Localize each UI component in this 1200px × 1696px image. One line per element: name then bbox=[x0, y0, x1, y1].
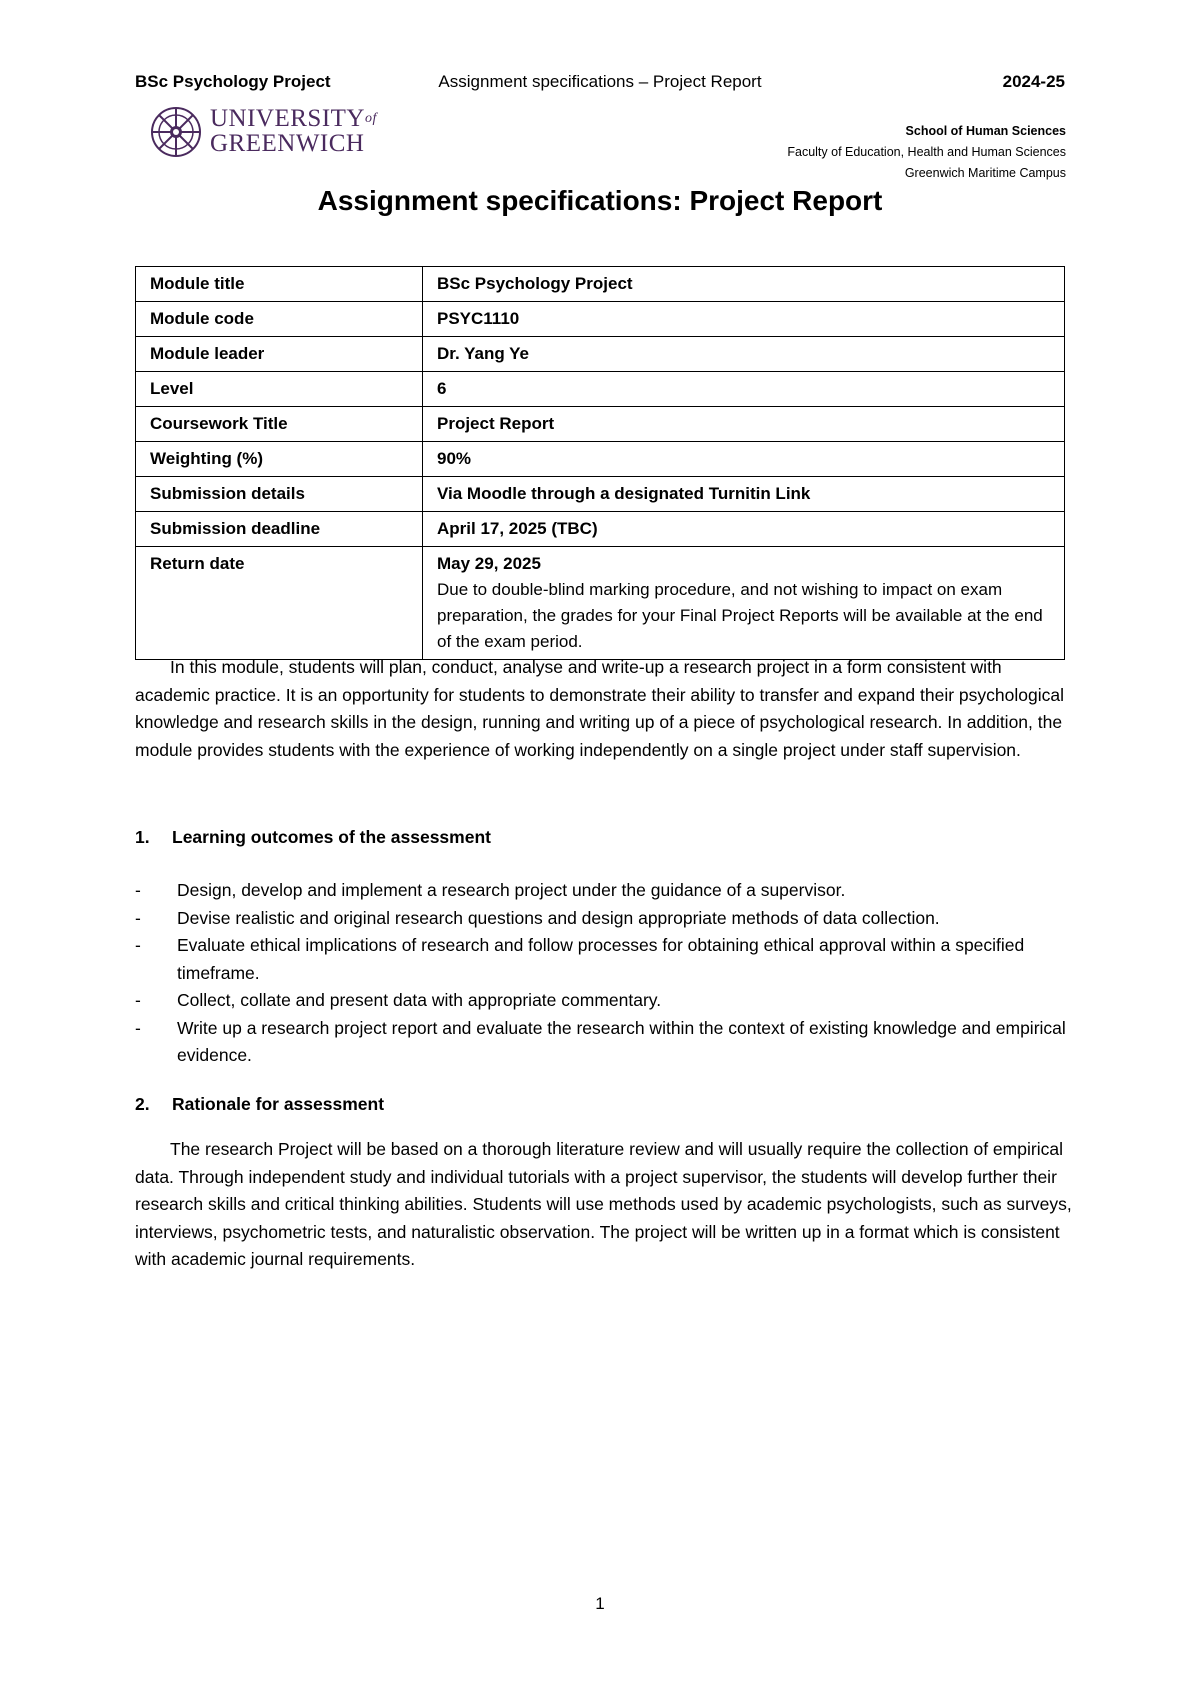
row-label: Coursework Title bbox=[136, 407, 423, 442]
rationale-paragraph: The research Project will be based on a thorough literature review and will usually require the collection of empirical data. Through independent study and individual tutorials with a project supervisor, the students will develop further their research skills and critical thinking abilities. Students will use methods used by academic psychologists, such as surveys, interviews, psychometric tests, and naturalistic observation. The project will be written up in a format which is consistent with academic journal requirements. bbox=[135, 1139, 1072, 1269]
row-value: BSc Psychology Project bbox=[423, 267, 1065, 302]
list-item: - Collect, collate and present data with appropriate commentary. bbox=[135, 990, 662, 1010]
section-title: Learning outcomes of the assessment bbox=[172, 827, 491, 847]
return-date-cell bbox=[423, 547, 1065, 660]
row-label: Level bbox=[136, 372, 423, 407]
school-name: School of Human Sciences bbox=[905, 124, 1066, 138]
section-heading-rationale bbox=[135, 1091, 1075, 1119]
return-date-note: Due to double-blind marking procedure, and not wishing to impact on exam preparation, the grades for your Final Project Reports will be available at the end of the exam period. bbox=[437, 580, 1043, 651]
logo-greenwich: GREENWICH bbox=[210, 130, 365, 157]
list-item: - Devise realistic and original research questions and design appropriate methods of data collection. bbox=[135, 907, 940, 928]
table-row bbox=[136, 547, 1065, 660]
table-row bbox=[136, 372, 1065, 407]
page-title: Assignment specifications: Project Report bbox=[317, 185, 883, 216]
list-item-text: Evaluate ethical implications of research and follow processes for obtaining ethical approval within a specified timeframe. bbox=[177, 935, 1025, 983]
row-label: Submission details bbox=[136, 477, 423, 512]
list-item-text: Design, develop and implement a research project under the guidance of a supervisor. bbox=[177, 880, 846, 900]
list-item: - Evaluate ethical implications of research and follow processes for obtaining ethical approval within a specified timeframe. bbox=[135, 935, 1025, 983]
row-value: PSYC1110 bbox=[423, 302, 1065, 337]
row-label: Submission deadline bbox=[136, 512, 423, 547]
table-row bbox=[136, 477, 1065, 512]
row-value: 6 bbox=[423, 372, 1065, 407]
row-value: Dr. Yang Ye bbox=[423, 337, 1065, 372]
row-label: Module code bbox=[136, 302, 423, 337]
row-value: 90% bbox=[423, 442, 1065, 477]
row-label: Module leader bbox=[136, 337, 423, 372]
campus-name: Greenwich Maritime Campus bbox=[904, 166, 1066, 180]
compass-emblem-icon bbox=[150, 106, 202, 158]
list-item: - Write up a research project report and evaluate the research within the context of existing knowledge and empirical evidence. bbox=[135, 1017, 1066, 1065]
row-value: Via Moodle through a designated Turnitin Link bbox=[423, 477, 1065, 512]
page-number: 1 bbox=[595, 1594, 605, 1613]
table-row bbox=[136, 512, 1065, 547]
section-number: 1. bbox=[135, 827, 150, 847]
row-label: Weighting (%) bbox=[136, 442, 423, 477]
row-value: April 17, 2025 (TBC) bbox=[423, 512, 1065, 547]
university-logo bbox=[150, 104, 380, 160]
row-label: Module title bbox=[136, 267, 423, 302]
list-item-text: Write up a research project report and evaluate the research within the context of existing knowledge and empirical evidence. bbox=[177, 1017, 1066, 1065]
learning-outcomes-list bbox=[135, 877, 1075, 1070]
table-row bbox=[136, 302, 1065, 337]
intro-paragraph: In this module, students will plan, conduct, analyse and write-up a research project in a form consistent with academic practice. It is an opportunity for students to demonstrate their ability to transfer and expand their psychological knowledge and research skills in the design, running and writing up of a piece of psychological research. In addition, the module provides students with the experience of working independently on a single project under staff supervision. bbox=[135, 657, 1064, 760]
header-document-title: Assignment specifications – Project Report bbox=[438, 72, 762, 91]
logo-of: of bbox=[365, 111, 377, 126]
list-item-text: Devise realistic and original research questions and design appropriate methods of data collection. bbox=[177, 907, 940, 928]
row-label: Return date bbox=[136, 547, 423, 660]
list-item: - Design, develop and implement a research project under the guidance of a supervisor. bbox=[135, 880, 846, 900]
table-row bbox=[136, 337, 1065, 372]
faculty-name: Faculty of Education, Health and Human Sciences bbox=[787, 145, 1066, 159]
row-value: Project Report bbox=[423, 407, 1065, 442]
section-heading-learning-outcomes bbox=[135, 824, 1075, 852]
return-date-value: May 29, 2025 bbox=[437, 554, 541, 573]
table-row bbox=[136, 442, 1065, 477]
section-title: Rationale for assessment bbox=[172, 1094, 385, 1114]
table-row bbox=[136, 267, 1065, 302]
logo-university: UNIVERSITY bbox=[210, 105, 365, 132]
list-item-text: Collect, collate and present data with appropriate commentary. bbox=[177, 990, 662, 1010]
school-details bbox=[787, 121, 1066, 184]
table-row bbox=[136, 407, 1065, 442]
header-academic-year: 2024-25 bbox=[1002, 72, 1065, 91]
section-number: 2. bbox=[135, 1094, 150, 1114]
module-info-table bbox=[135, 266, 1065, 660]
header-module-name: BSc Psychology Project bbox=[135, 72, 331, 91]
